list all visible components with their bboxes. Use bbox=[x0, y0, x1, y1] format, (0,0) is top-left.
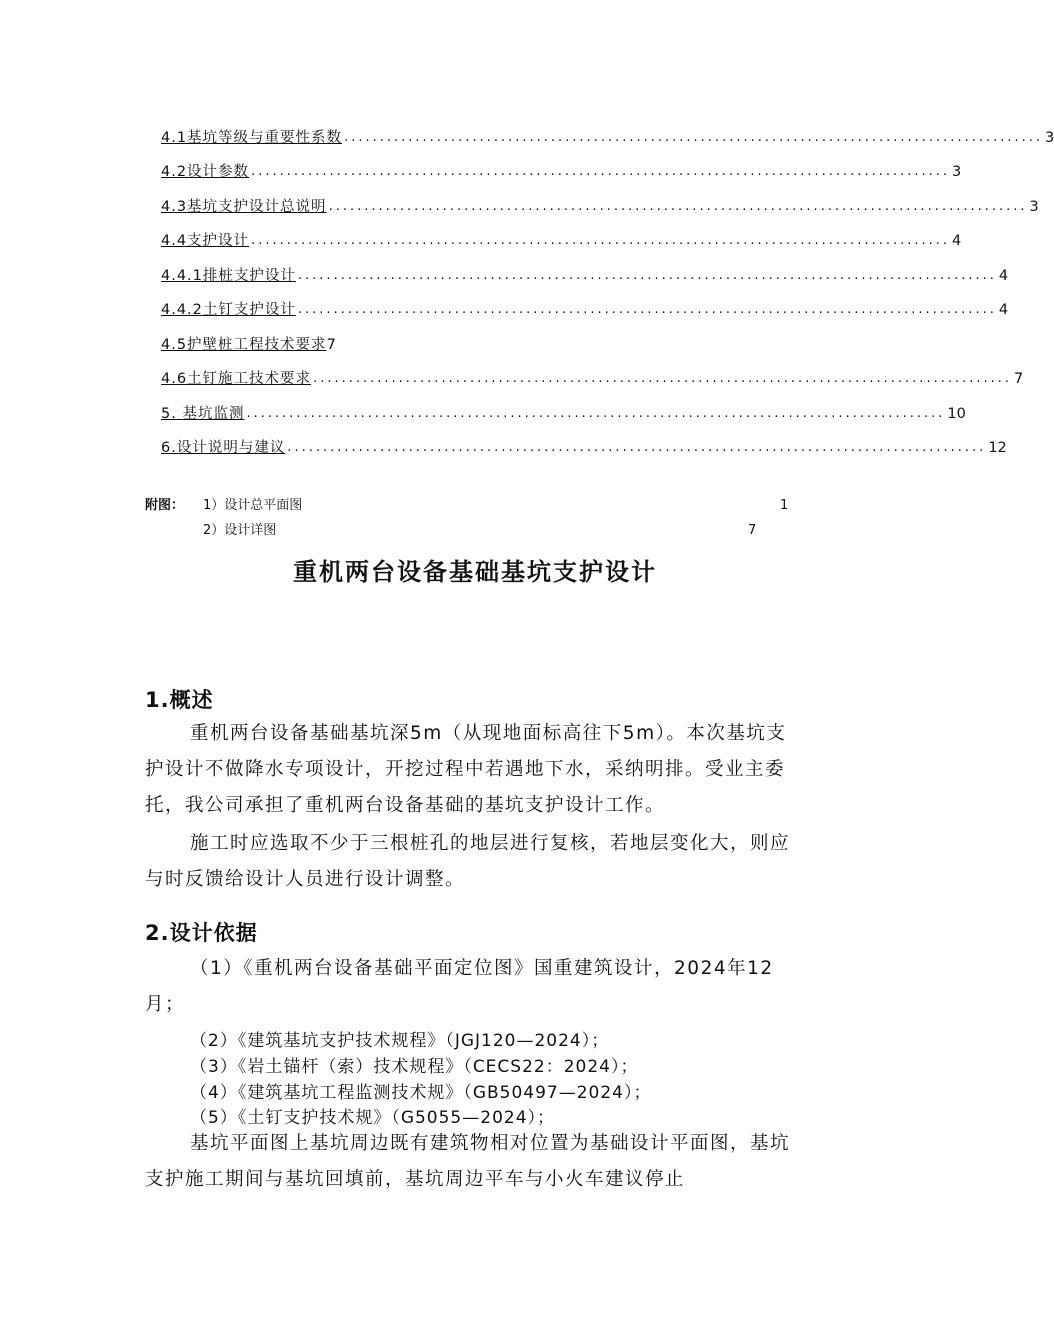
toc-page: 3 bbox=[952, 164, 962, 180]
toc-leader: .................................................................................................. bbox=[246, 406, 946, 421]
toc-page: 4 bbox=[952, 233, 962, 249]
toc-leader: .................................................................................................. bbox=[344, 130, 1044, 145]
toc-leader: .................................................................................................. bbox=[328, 199, 1028, 214]
toc-page: 10 bbox=[947, 406, 966, 422]
toc-label[interactable]: 6.设计说明与建议 bbox=[161, 440, 286, 456]
toc-label[interactable]: 4.4支护设计 bbox=[161, 233, 250, 249]
toc-leader: .................................................................................................. bbox=[287, 440, 987, 455]
paragraph: 重机两台设备基础基坑深5m（从现地面标高往下5m）。本次基坑支护设计不做降水专项设计，开挖过程中若遇地下水，采纳明排。受业主委托，我公司承担了重机两台设备基础的基坑支护设计工作。 bbox=[145, 723, 787, 816]
toc-label[interactable]: 4.2设计参数 bbox=[161, 164, 250, 180]
toc-entry[interactable] bbox=[161, 367, 1024, 389]
toc-entry[interactable] bbox=[161, 298, 1009, 320]
appendix-item-page: 1 bbox=[780, 498, 789, 513]
toc-page: 12 bbox=[988, 440, 1007, 456]
reference-item: （5）《土钉支护技术规》（G5055—2024）； bbox=[190, 1108, 556, 1128]
toc-entry[interactable] bbox=[161, 402, 966, 424]
paragraph: 基坑平面图上基坑周边既有建筑物相对位置为基础设计平面图，基坑支护施工期间与基坑回填前，基坑周边平车与小火车建议停止 bbox=[145, 1133, 791, 1190]
toc-page: 7 bbox=[326, 337, 336, 353]
toc-entry[interactable] bbox=[161, 436, 1007, 458]
appendix-item-text: 2）设计详图 bbox=[203, 523, 277, 538]
toc-entry[interactable] bbox=[161, 160, 962, 182]
toc-page: 4 bbox=[998, 268, 1009, 284]
toc-leader: .................................................................................................. bbox=[297, 302, 997, 317]
toc-label[interactable]: 4.6土钉施工技术要求 bbox=[161, 371, 312, 387]
toc-leader: .................................................................................................. bbox=[251, 233, 951, 248]
toc-entry[interactable] bbox=[161, 195, 1039, 217]
toc-label[interactable]: 4.4.1排桩支护设计 bbox=[161, 268, 296, 284]
document-title: 重机两台设备基础基坑支护设计 bbox=[293, 558, 657, 586]
appendix-item-page: 7 bbox=[748, 523, 757, 538]
toc-leader: .................................................................................................. bbox=[297, 268, 997, 283]
reference-item: （1）《重机两台设备基础平面定位图》国重建筑设计，2024年12月； bbox=[145, 958, 774, 1015]
toc-entry[interactable] bbox=[161, 264, 1009, 286]
appendix-label: 附图： bbox=[145, 498, 185, 513]
paragraph: 施工时应选取不少于三根桩孔的地层进行复核，若地层变化大，则应与时反馈给设计人员进行设计调整。 bbox=[145, 833, 791, 890]
section-heading-basis: 2.设计依据 bbox=[145, 921, 258, 945]
toc-page: 3 bbox=[1045, 130, 1054, 146]
toc-label[interactable]: 4.1基坑等级与重要性系数 bbox=[161, 130, 343, 146]
toc-label[interactable]: 4.4.2土钉支护设计 bbox=[161, 302, 296, 318]
appendix-item-text: 1）设计总平面图 bbox=[203, 498, 303, 513]
reference-item: （3）《岩土锚杆（索）技术规程》（CECS22：2024）； bbox=[190, 1057, 639, 1077]
toc-leader: .................................................................................................. bbox=[313, 371, 1013, 386]
toc-leader: .................................................................................................. bbox=[251, 164, 951, 179]
toc-page: 4 bbox=[998, 302, 1009, 318]
toc-entry[interactable] bbox=[161, 126, 1054, 148]
toc-label[interactable]: 4.3基坑支护设计总说明 bbox=[161, 199, 327, 215]
reference-item: （2）《建筑基坑支护技术规程》（JGJ120—2024）； bbox=[190, 1031, 610, 1051]
toc-entry[interactable] bbox=[161, 333, 336, 355]
toc-page: 3 bbox=[1029, 199, 1039, 215]
toc-page: 7 bbox=[1014, 371, 1024, 387]
section-heading-overview: 1.概述 bbox=[145, 688, 214, 712]
reference-item: （4）《建筑基坑工程监测技术规》（GB50497—2024）； bbox=[190, 1083, 652, 1103]
toc-entry[interactable] bbox=[161, 229, 962, 251]
toc-label[interactable]: 5. 基坑监测 bbox=[161, 406, 245, 422]
toc-label[interactable]: 4.5护壁桩工程技术要求 bbox=[161, 337, 327, 353]
